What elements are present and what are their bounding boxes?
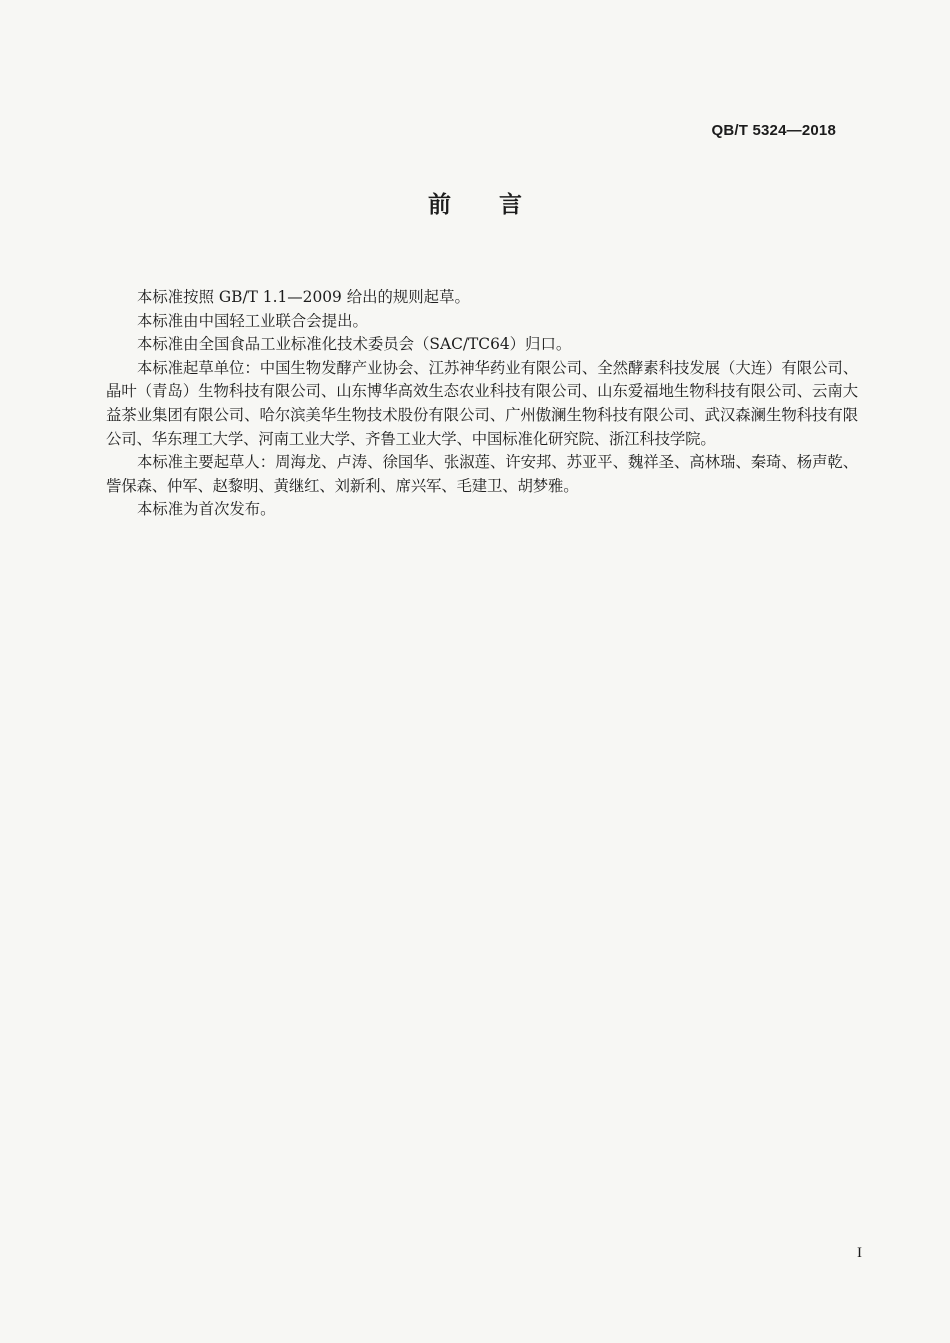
standard-code: QB/T 5324—2018 xyxy=(711,122,836,139)
preface-title xyxy=(0,186,950,219)
preface-title-char-2: 言 xyxy=(499,192,522,218)
paragraph-first-release: 本标准为首次发布。 xyxy=(137,500,276,519)
paragraph-committee: 本标准由全国食品工业标准化技术委员会（SAC/TC64）归口。 xyxy=(137,335,572,354)
paragraph-proposer: 本标准由中国轻工业联合会提出。 xyxy=(137,311,368,330)
paragraph-drafting-units: 本标准起草单位：中国生物发酵产业协会、江苏神华药业有限公司、全然酵素科技发展（大连）有限公司、晶叶（青岛）生物科技有限公司、山东博华高效生态农业科技有限公司、山东爱福地生物科技有限公司、云南大益茶业集团有限公司、哈尔滨美华生物技术股份有限公司、广州傲澜生物科技有限公司、武汉森澜生物科技有限公司、华东理工大学、河南工业大学、齐鲁工业大学、中国标准化研究院、浙江科技学院。 xyxy=(106,358,858,448)
page-number: I xyxy=(857,1245,862,1261)
preface-body xyxy=(106,286,858,522)
preface-title-char-1: 前 xyxy=(428,192,451,218)
paragraph-drafting-rule: 本标准按照 GB/T 1.1—2009 给出的规则起草。 xyxy=(137,288,470,306)
paragraph-drafters: 本标准主要起草人：周海龙、卢涛、徐国华、张淑莲、许安邦、苏亚平、魏祥圣、高林瑞、秦琦、杨声乾、訾保森、仲军、赵黎明、黄继红、刘新利、席兴军、毛建卫、胡梦雅。 xyxy=(106,453,858,495)
